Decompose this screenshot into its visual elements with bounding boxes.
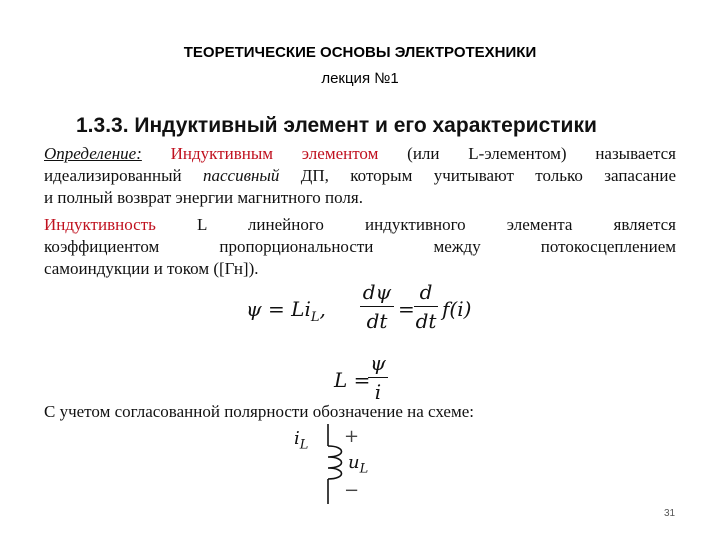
section-title: 1.3.3. Индуктивный элемент и его характеристики xyxy=(76,114,597,137)
schematic-caption: С учетом согласованной полярности обозначение на схеме: xyxy=(44,402,474,421)
voltage-label: $u_L$ xyxy=(348,452,369,477)
formula-function-of-i: f(i) xyxy=(442,297,472,321)
formula-d-dt-fraction: d dt xyxy=(415,280,437,333)
definition-line-2-a: идеализированный xyxy=(44,166,182,185)
polarity-plus: + xyxy=(344,426,360,447)
formula-flux-linkage: $\psi = Li_L$, xyxy=(246,297,326,325)
page-number: 31 xyxy=(664,508,676,519)
definition-line-3: и полный возврат энергии магнитного поля. xyxy=(44,188,363,207)
definition-line-1-rest: (или L-элементом) называется xyxy=(407,144,676,163)
polarity-minus: − xyxy=(344,480,360,501)
current-label: $i_L$ xyxy=(294,428,309,453)
formula-equals-sign: = xyxy=(398,297,415,321)
formula-inductance-lhs: L = xyxy=(334,368,371,392)
definition-line-2-c: ДП, которым учитывают только запасание xyxy=(300,166,676,185)
definition-label: Определение: xyxy=(44,144,142,163)
inductance-line-1-rest: L линейного индуктивного элемента является xyxy=(197,215,676,234)
inductance-term: Индуктивность xyxy=(44,215,156,234)
formula-psi-over-i-fraction: ψ i xyxy=(368,351,388,404)
inductance-line-2: коэффициентом пропорциональности между потокосцеплением xyxy=(44,237,676,256)
formula-dpsi-dt-fraction: dψ dt xyxy=(360,280,394,333)
definition-line-2-b: пассивный xyxy=(203,166,280,185)
inductance-line-3: самоиндукции и током ([Гн]). xyxy=(44,259,259,278)
inductor-coil xyxy=(328,446,342,479)
lecture-number: лекция №1 xyxy=(321,70,399,87)
definition-term: Индуктивным элементом xyxy=(170,144,379,163)
lecture-course-title: ТЕОРЕТИЧЕСКИЕ ОСНОВЫ ЭЛЕКТРОТЕХНИКИ xyxy=(183,44,537,61)
